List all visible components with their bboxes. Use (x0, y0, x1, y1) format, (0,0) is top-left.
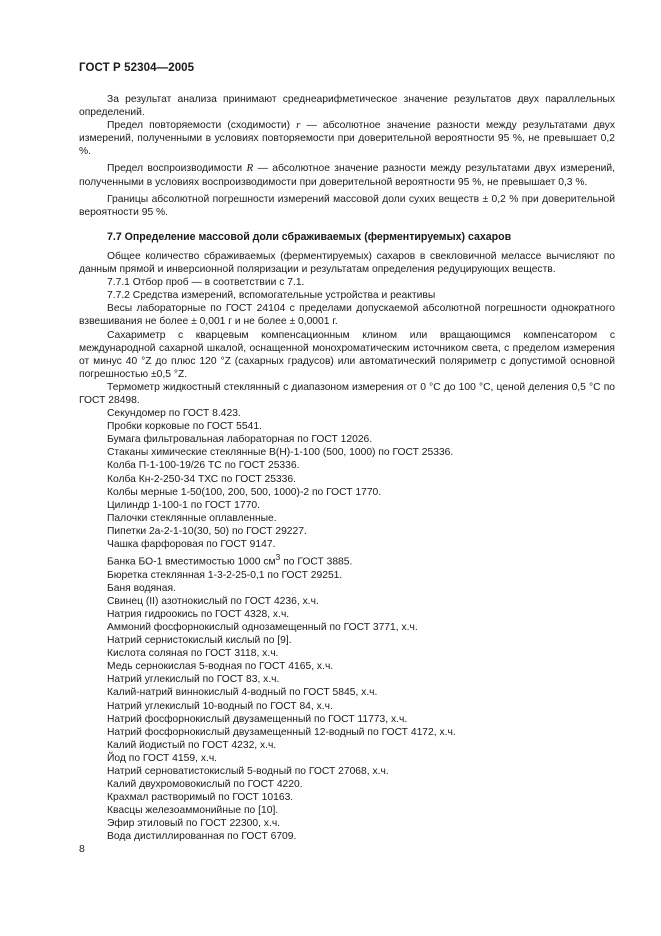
list-item: Баня водяная. (107, 582, 176, 594)
document-body (79, 93, 615, 844)
variable-R: R (246, 162, 254, 175)
list-item: Натрий сернистокислый кислый по [9]. (107, 635, 292, 647)
paragraph-result: За результат анализа принимают среднеарифметическое значение результатов двух параллельных определений. (79, 94, 615, 119)
list-item: Квасцы железоаммонийные по [10]. (107, 805, 279, 817)
list-item: Натрий фосфорнокислый двузамещенный 12-водный по ГОСТ 4172, х.ч. (107, 726, 456, 738)
paragraph-fermentable-sugars: Общее количество сбраживаемых (ферментируемых) сахаров в свекловичной мелассе вычисляют по данным прямой и инверсионной поляризации и результатам определения редуцирующих веществ. (79, 250, 615, 276)
list-item: Натрий углекислый 10-водный по ГОСТ 84, х.ч. (107, 700, 333, 712)
list-item: Пробки корковые по ГОСТ 5541. (107, 421, 262, 433)
superscript-3: 3 (275, 552, 281, 563)
list-item: Калий-натрий виннокислый 4-водный по ГОСТ 5845, х.ч. (107, 687, 378, 699)
list-item: Йод по ГОСТ 4159, х.ч. (107, 752, 218, 764)
list-item: Цилиндр 1-100-1 по ГОСТ 1770. (107, 499, 260, 511)
list-item: Кислота соляная по ГОСТ 3118, х.ч. (107, 648, 279, 660)
paragraph-7-7-2: 7.7.2 Средства измерений, вспомогательные устройства и реактивы (107, 290, 436, 302)
page-number: 8 (79, 843, 85, 855)
list-item: Крахмал растворимый по ГОСТ 10163. (107, 792, 294, 804)
list-item: Вода дистиллированная по ГОСТ 6709. (107, 831, 297, 843)
paragraph-7-7-1: 7.7.1 Отбор проб — в соответствии с 7.1. (107, 277, 305, 289)
list-item: Натрий серноватистокислый 5-водный по ГОСТ 27068, х.ч. (107, 766, 389, 778)
list-item: Стаканы химические стеклянные В(Н)-1-100 (500, 1000) по ГОСТ 25336. (107, 447, 454, 459)
paragraph-saccharimeter: Сахариметр с кварцевым компенсационным клином или вращающимся компенсатором с международной сахарной шкалой, оснащенной монохроматическим источником света, с пределом измерения от минус 40 °Z до плюс 120 °Z (сахарных градусов) или автоматический поляриметр с допустимой основной погрешностью ±0,5 °Z. (79, 329, 615, 380)
list-item: Свинец (II) азотнокислый по ГОСТ 4236, х.ч. (107, 595, 319, 607)
document-header: ГОСТ Р 52304—2005 (79, 62, 195, 74)
list-item: Натрий углекислый по ГОСТ 83, х.ч. (107, 674, 280, 686)
list-item: Калий двухромовокислый по ГОСТ 4220. (107, 779, 303, 791)
list-item: Натрия гидроокись по ГОСТ 4328, х.ч. (107, 608, 290, 620)
list-item: Колба Кн-2-250-34 ТХС по ГОСТ 25336. (107, 473, 296, 485)
list-item: Эфир этиловый по ГОСТ 22300, х.ч. (107, 818, 281, 830)
list-item: Палочки стеклянные оплавленные. (107, 512, 277, 524)
section-heading-7-7: 7.7 Определение массовой доли сбраживаемых (ферментируемых) сахаров (107, 230, 512, 243)
paragraph-thermometer: Термометр жидкостный стеклянный с диапазоном измерения от 0 °С до 100 °С, ценой деления 0,5 °С по ГОСТ 28498. (79, 381, 615, 406)
paragraph-error-bounds: Границы абсолютной погрешности измерений массовой доли сухих веществ ± 0,2 % при доверительной вероятности 95 %. (79, 193, 615, 218)
list-item: Чашка фарфоровая по ГОСТ 9147. (107, 539, 276, 550)
paragraph-repeatability-limit: Предел повторяемости (сходимости) r — абсолютное значение разности между результатами двух измерений, полученными в условиях повторяемости при доверительной вероятности 95 %, не превышает 0,2 %. (79, 119, 615, 158)
list-item: Бумага фильтровальная лабораторная по ГОСТ 12026. (107, 434, 373, 446)
list-item: Колба П-1-100-19/26 ТС по ГОСТ 25336. (107, 460, 300, 472)
list-item: Бюретка стеклянная 1-3-2-25-0,1 по ГОСТ 29251. (107, 569, 343, 581)
list-item: Колбы мерные 1-50(100, 200, 500, 1000)-2 по ГОСТ 1770. (107, 486, 382, 498)
variable-r: r (296, 119, 301, 132)
list-item-banka: Банка БО-1 вместимостью 1000 $см^3$ по ГОСТ 3885. (107, 552, 353, 568)
list-item: Секундомер по ГОСТ 8.423. (107, 408, 241, 420)
list-item: Пипетки 2а-2-1-10(30, 50) по ГОСТ 29227. (107, 525, 307, 537)
paragraph-scales: Весы лабораторные по ГОСТ 24104 с пределами допускаемой абсолютной погрешности однократного взвешивания не более ± 0,001 г и не более ± 0,0001 г. (79, 303, 615, 328)
list-item: Натрий фосфорнокислый двузамещенный по ГОСТ 11773, х.ч. (107, 713, 408, 725)
equipment-list (79, 407, 615, 844)
paragraph-reproducibility-limit: Предел воспроизводимости R — абсолютное значение разности между результатами двух измерений, полученными в условиях воспроизводимости при доверительной вероятности 95 %, не превышает 0,3 %. (79, 162, 615, 188)
list-item: Аммоний фосфорнокислый однозамещенный по ГОСТ 3771, х.ч. (107, 621, 418, 633)
list-item: Медь сернокислая 5-водная по ГОСТ 4165, х.ч. (107, 661, 334, 673)
list-item: Калий йодистый по ГОСТ 4232, х.ч. (107, 739, 277, 751)
